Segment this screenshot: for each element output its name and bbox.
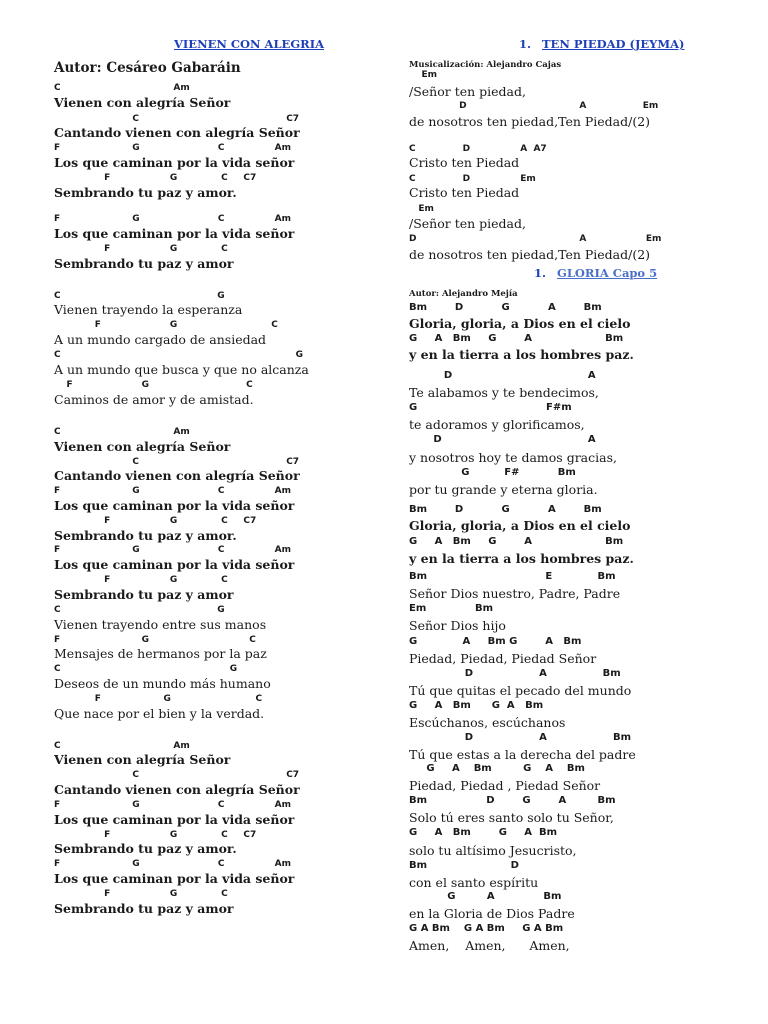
lyric-line: Señor Dios hijo [409,618,506,633]
chord-line: G A Bm G A Bm [409,763,585,774]
lyric-line: /Señor ten piedad, [409,216,526,231]
chord-line: G F#m [409,402,572,413]
lyric-line: Mensajes de hermanos por la paz [54,646,267,661]
lyric-line: Que nace por el bien y la verdad. [54,706,265,721]
lyric-line: y en la tierra a los hombres paz. [409,347,634,362]
chord-line: C C7 [54,770,300,780]
lyric-line: Cristo ten Piedad [409,155,520,170]
musicalizacion-credit: Musicalización: Alejandro Cajas [409,60,562,70]
lyric-line: solo tu altísimo Jesucristo, [409,843,577,858]
lyric-line: Los que caminan por la vida señor [54,871,295,886]
lyric-line: de nosotros ten piedad,Ten Piedad/(2) [409,247,651,262]
chord-line: C Am [54,83,190,93]
chord-line: Em [409,204,434,214]
chord-line: Bm D G A Bm [409,504,602,515]
lyric-line: Cantando vienen con alegría Señor [54,468,300,483]
chord-line: F G C [54,575,228,585]
heading-number-1: 1. [519,37,532,51]
lyric-line: Los que caminan por la vida señor [54,557,295,572]
chord-line: F G C [54,694,263,704]
chord-line: C D A A7 [409,144,547,154]
chord-line: C G [54,350,303,360]
chord-line: D A Bm [409,668,621,679]
heading-number-2: 1. [534,266,547,280]
chord-line: G A Bm G A Bm G A Bm [409,923,564,934]
chord-line: Em Bm [409,603,494,614]
chord-line: D A Bm [409,732,632,743]
lyric-line: Tú que estas a la derecha del padre [409,747,636,762]
lyric-line: Sembrando tu paz y amor. [54,185,237,200]
chord-line: F G C Am [54,800,292,810]
chord-line: F G C [54,889,228,899]
chord-line: Bm D [409,860,519,871]
lyric-line: Escúchanos, escúchanos [409,715,566,730]
chord-line: D A [409,434,596,445]
chord-line: F G C [54,244,228,254]
song-title-gloria[interactable]: GLORIA Capo 5 [557,266,658,280]
chord-line: F G C [54,380,253,390]
chord-line: D A Em [409,234,662,244]
chord-line: G F# Bm [409,467,576,478]
chord-line: G A Bm G A Bm [409,636,582,647]
lyric-line: Amen, Amen, Amen, [409,938,570,953]
chord-line: F G C Am [54,859,292,869]
chord-line: G A Bm G A Bm [409,333,624,344]
chord-line: F G C Am [54,143,292,153]
lyric-line: Tú que quitas el pecado del mundo [409,683,632,698]
lyric-line: de nosotros ten piedad,Ten Piedad/(2) [409,114,651,129]
lyric-line: Vienen trayendo entre sus manos [54,617,267,632]
lyric-line: y nosotros hoy te damos gracias, [409,450,617,465]
lyric-line: A un mundo que busca y que no alcanza [54,362,309,377]
lyric-line: Cantando vienen con alegría Señor [54,125,300,140]
lyric-line: Sembrando tu paz y amor. [54,841,237,856]
chord-line: F G C Am [54,486,292,496]
chord-line: Bm D G A Bm [409,302,602,313]
chord-line: F G C C7 [54,830,257,840]
chord-line: Em [409,70,438,80]
author-credit: Autor: Alejandro Mejía [409,289,518,299]
lyric-line: Sembrando tu paz y amor. [54,528,237,543]
lyric-line: A un mundo cargado de ansiedad [54,332,267,347]
lyric-line: Cristo ten Piedad [409,185,520,200]
chord-line: D A Em [409,101,659,111]
author-line: Autor: Cesáreo Gabaráin [54,60,241,76]
chord-line: C G [54,664,238,674]
lyric-line: con el santo espíritu [409,875,539,890]
chord-line: F G C Am [54,214,292,224]
chord-line: G A Bm G A Bm [409,827,558,838]
lyric-line: Gloria, gloria, a Dios en el cielo [409,518,631,533]
chord-line: C G [54,291,225,301]
chord-line: C D Em [409,174,536,184]
chord-line: C Am [54,427,190,437]
lyric-line: Piedad, Piedad , Piedad Señor [409,778,601,793]
lyric-line: Sembrando tu paz y amor [54,901,234,916]
lyric-line: Los que caminan por la vida señor [54,155,295,170]
lyric-line: Te alabamos y te bendecimos, [409,385,599,400]
lyric-line: te adoramos y glorificamos, [409,417,585,432]
lyric-line: Gloria, gloria, a Dios en el cielo [409,316,631,331]
chord-line: G A Bm [409,891,562,902]
lyric-line: Los que caminan por la vida señor [54,226,295,241]
chord-line: F G C C7 [54,173,257,183]
lyric-line: Vienen con alegría Señor [54,439,231,454]
lyric-line: Vienen con alegría Señor [54,752,231,767]
lyric-line: /Señor ten piedad, [409,84,526,99]
chord-line: D A [409,370,596,381]
lyric-line: Vienen trayendo la esperanza [54,302,243,317]
chord-line: Bm D G A Bm [409,795,616,806]
lyric-line: por tu grande y eterna gloria. [409,482,598,497]
lyric-line: Los que caminan por la vida señor [54,812,295,827]
chord-line: C G [54,605,225,615]
chord-line: F G C Am [54,545,292,555]
chord-line: F G C [54,320,278,330]
lyric-line: Cantando vienen con alegría Señor [54,782,300,797]
lyric-line: Los que caminan por la vida señor [54,498,295,513]
lyric-line: Sembrando tu paz y amor [54,256,234,271]
lyric-line: Señor Dios nuestro, Padre, Padre [409,586,621,601]
chord-line: G A Bm G A Bm [409,536,624,547]
lyric-line: Sembrando tu paz y amor [54,587,234,602]
chord-line: F G C C7 [54,516,257,526]
lyric-line: Caminos de amor y de amistad. [54,392,254,407]
chord-line: G A Bm G A Bm [409,700,544,711]
chord-line: Bm E Bm [409,571,616,582]
lyric-line: Solo tú eres santo solo tu Señor, [409,810,614,825]
lyric-line: y en la tierra a los hombres paz. [409,551,634,566]
chord-line: C C7 [54,457,300,467]
lyric-line: Deseos de un mundo más humano [54,676,271,691]
chord-line: C C7 [54,114,300,124]
song-title-vienen[interactable]: VIENEN CON ALEGRIA [174,37,324,51]
chord-line: C Am [54,741,190,751]
chord-line: F G C [54,635,256,645]
lyric-line: Vienen con alegría Señor [54,95,231,110]
lyric-line: en la Gloria de Dios Padre [409,906,575,921]
song-title-ten-piedad[interactable]: TEN PIEDAD (JEYMA) [542,37,685,51]
lyric-line: Piedad, Piedad, Piedad Señor [409,651,597,666]
